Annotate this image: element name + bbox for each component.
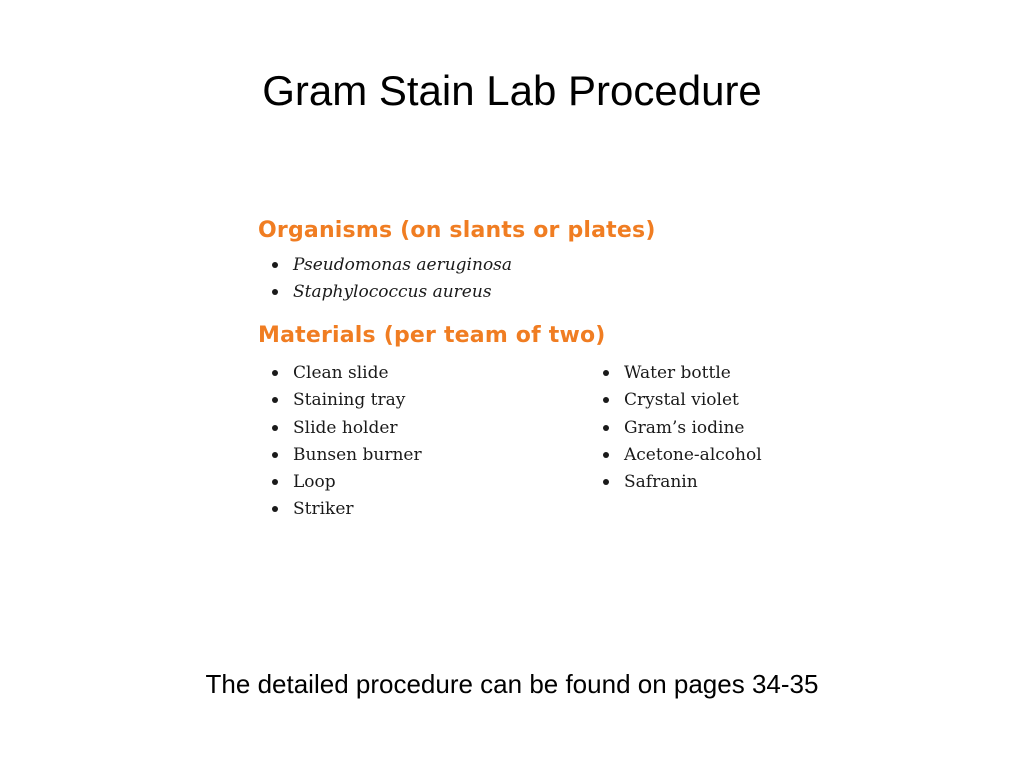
- bullet-icon: [272, 452, 278, 458]
- materials-heading: Materials (per team of two): [258, 323, 606, 348]
- material-name: Acetone-alcohol: [624, 444, 762, 465]
- organisms-heading: Organisms (on slants or plates): [258, 218, 656, 243]
- material-name: Striker: [293, 499, 354, 520]
- bullet-icon: [272, 262, 278, 268]
- material-name: Water bottle: [624, 363, 731, 383]
- list-item: [589, 415, 762, 442]
- list-item: [258, 279, 512, 306]
- material-name: Crystal violet: [624, 390, 739, 411]
- organism-name: Pseudomonas aeruginosa: [293, 255, 513, 275]
- material-name: Slide holder: [293, 417, 398, 438]
- list-item: [258, 415, 422, 442]
- slide-title: Gram Stain Lab Procedure: [262, 67, 762, 114]
- materials-figure: [258, 214, 818, 534]
- bullet-icon: [603, 425, 609, 431]
- organism-name: Staphylococcus aureus: [293, 282, 492, 303]
- list-item: [258, 469, 422, 496]
- material-name: Bunsen burner: [293, 444, 422, 465]
- list-item: [589, 469, 762, 496]
- organisms-list: [258, 252, 512, 307]
- list-item: [258, 387, 422, 414]
- bullet-icon: [272, 370, 278, 376]
- material-name: Gram’s iodine: [624, 417, 745, 438]
- bullet-icon: [603, 370, 609, 376]
- materials-list-left: [258, 360, 422, 524]
- list-item: [258, 252, 512, 279]
- materials-list-right: [589, 360, 762, 496]
- footer-note: The detailed procedure can be found on pages 34-35: [205, 669, 819, 699]
- bullet-icon: [272, 479, 278, 485]
- list-item: [258, 496, 422, 523]
- bullet-icon: [272, 397, 278, 403]
- bullet-icon: [272, 425, 278, 431]
- list-item: [589, 442, 762, 469]
- list-item: [258, 442, 422, 469]
- bullet-icon: [272, 506, 278, 512]
- list-item: [258, 360, 422, 387]
- material-name: Loop: [293, 472, 336, 493]
- material-name: Clean slide: [293, 363, 389, 383]
- list-item: [589, 360, 762, 387]
- bullet-icon: [603, 479, 609, 485]
- material-name: Staining tray: [293, 390, 406, 411]
- bullet-icon: [272, 289, 278, 295]
- material-name: Safranin: [624, 472, 698, 493]
- bullet-icon: [603, 452, 609, 458]
- bullet-icon: [603, 397, 609, 403]
- list-item: [589, 387, 762, 414]
